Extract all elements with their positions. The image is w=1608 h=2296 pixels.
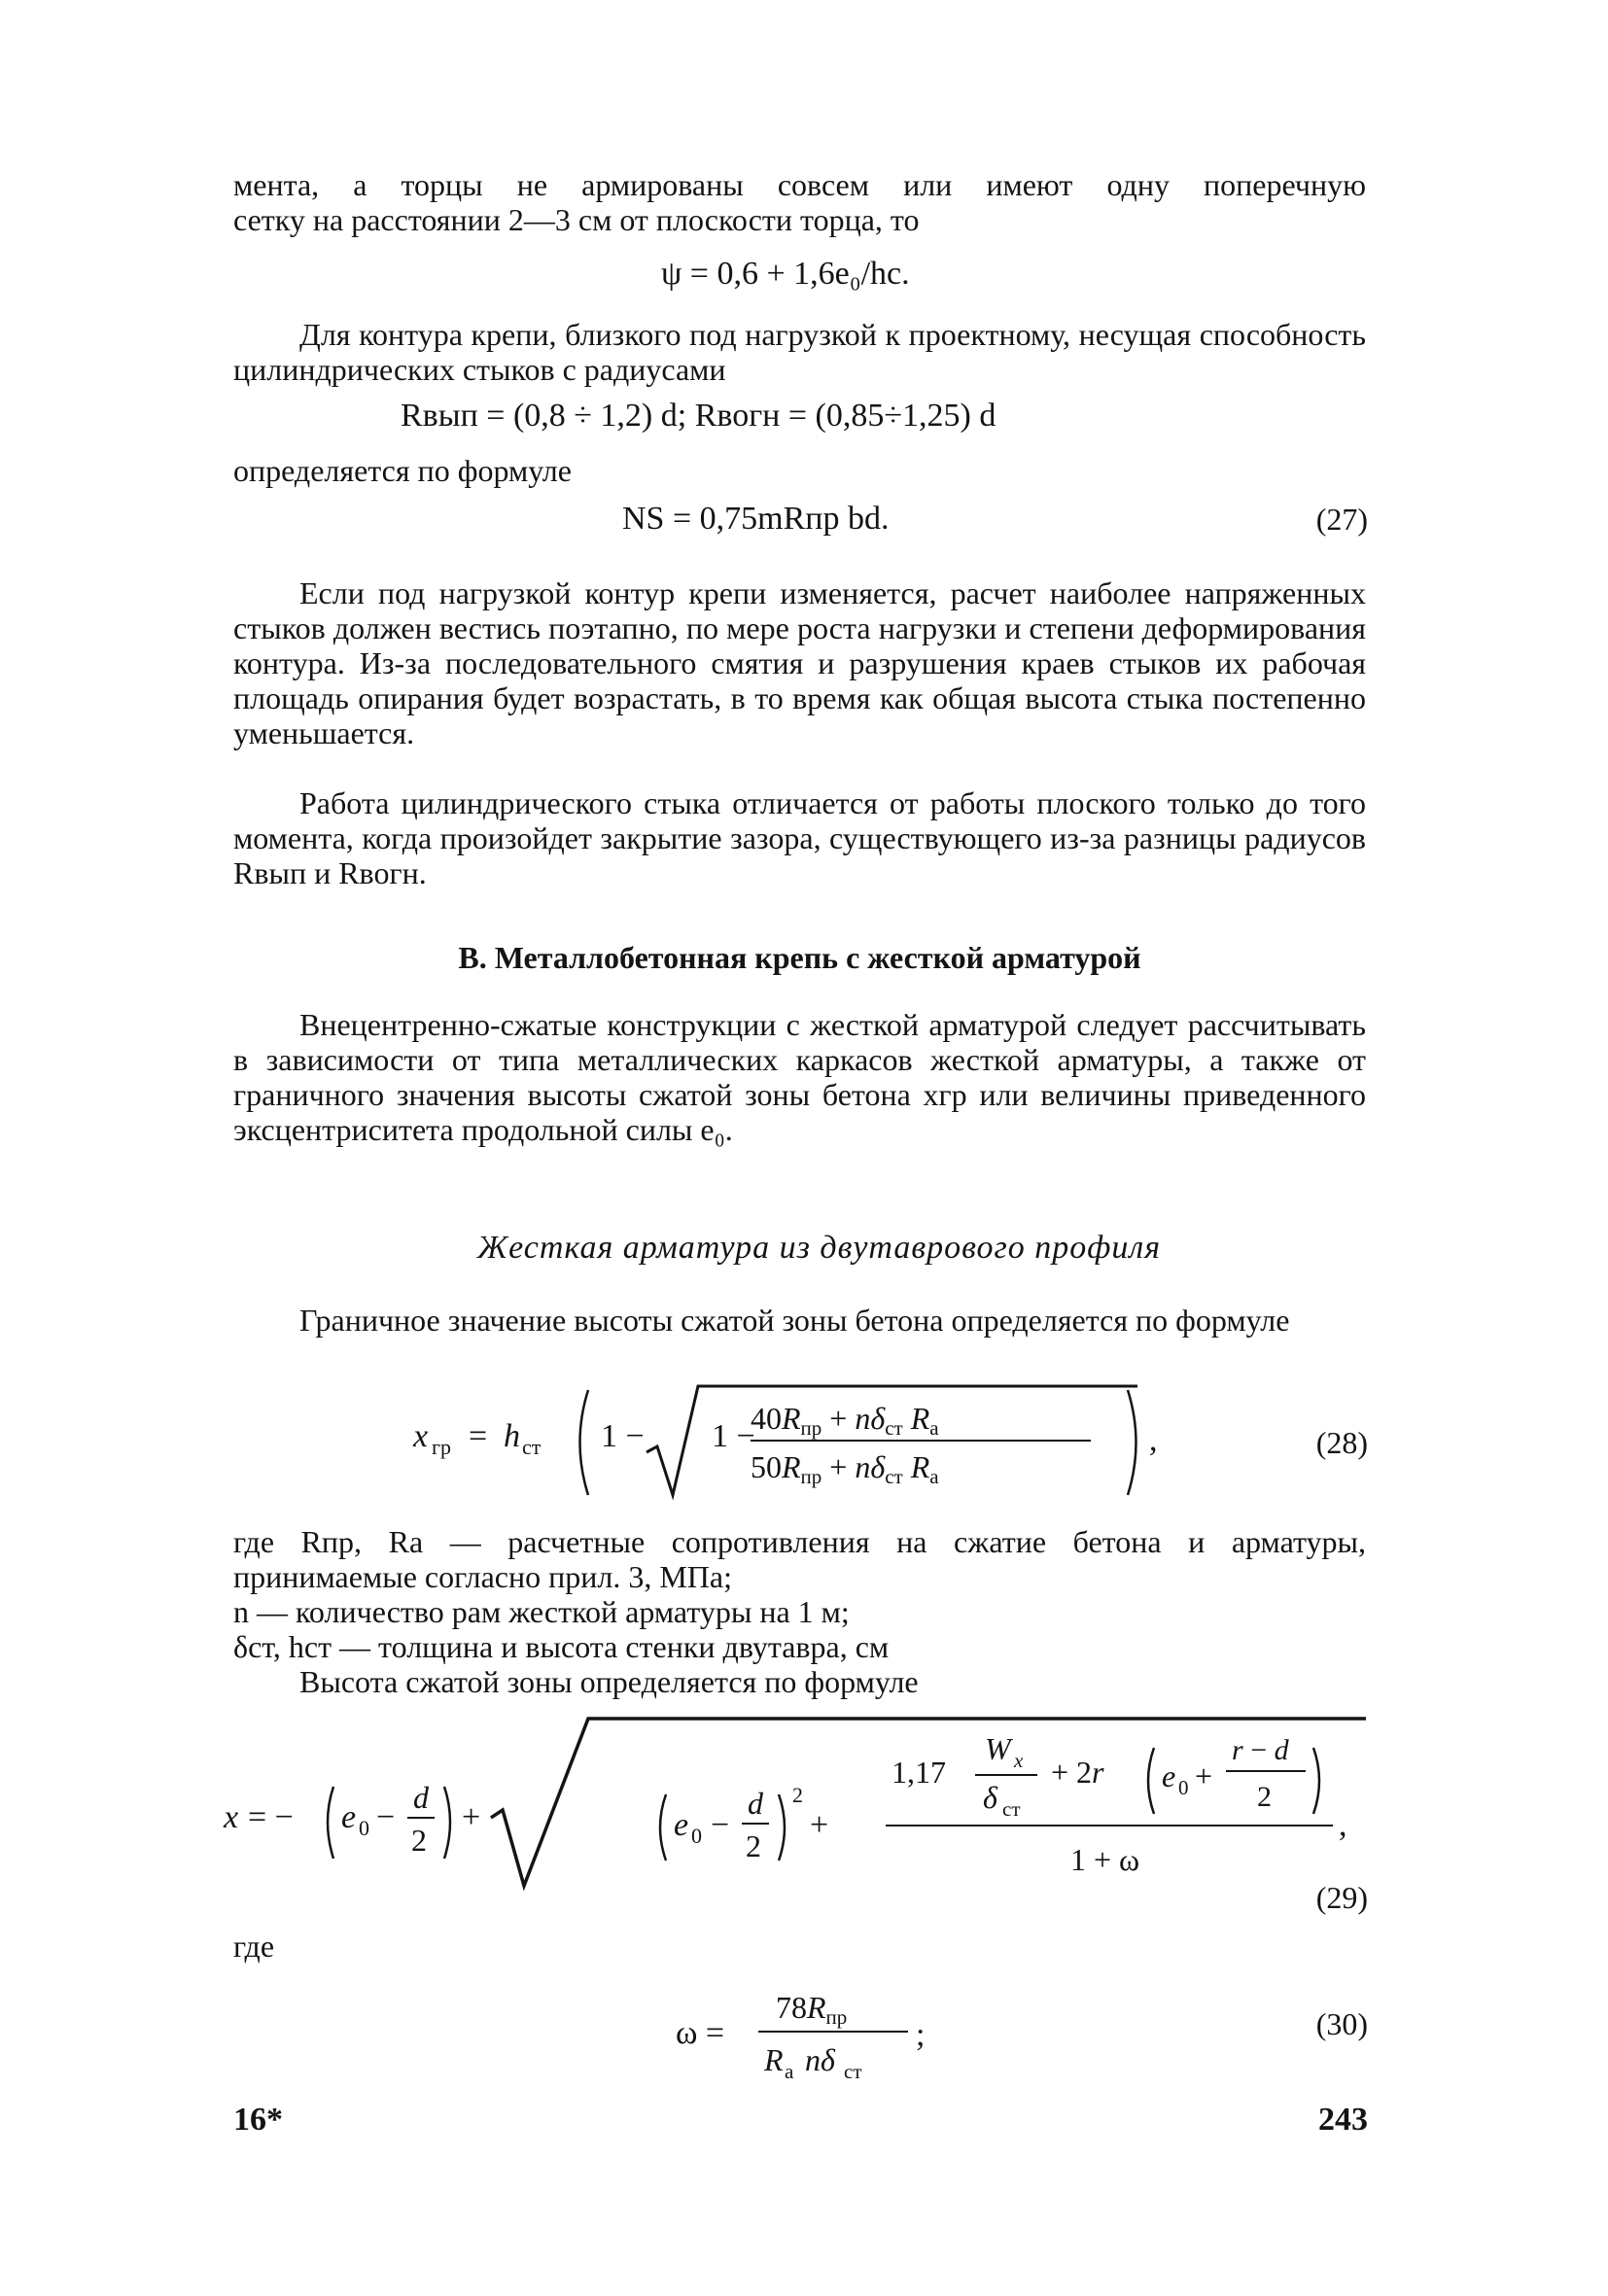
svg-text:ст: ст xyxy=(1002,1797,1021,1821)
svg-text:=: = xyxy=(469,1418,488,1454)
svg-text:,: , xyxy=(1339,1807,1347,1843)
paragraph-text: Работа цилиндрического стыка отличается от работы плоского только до того момента, когда произойдет закрытие зазора, существующего из-за разницы радиусов Rвып и Rвогн. xyxy=(233,785,1366,890)
svg-text:40Rпр + nδст Rа: 40Rпр + nδст Rа xyxy=(751,1401,939,1440)
formula-28 xyxy=(389,1380,1186,1507)
subsection-heading: Жесткая арматура из двутаврового профиля xyxy=(476,1230,1162,1266)
svg-text:2: 2 xyxy=(411,1823,427,1858)
paragraph-text: Внецентренно-сжатые конструкции с жесткой арматурой следует рассчитывать в зависимости от типа металлических каркасов жесткой арматуры, а также от граничного значения высоты сжатой зоны бетона xгр или величины приведенного эксцентриситета продольной силы e₀. xyxy=(233,1007,1366,1147)
section-heading: В. Металлобетонная крепь с жесткой арматурой xyxy=(458,940,1141,975)
svg-text:ω =: ω = xyxy=(676,2015,725,2051)
svg-text:e: e xyxy=(674,1807,689,1843)
svg-text:гр: гр xyxy=(432,1435,452,1459)
svg-text:r − d: r − d xyxy=(1232,1734,1289,1766)
svg-text:δ: δ xyxy=(983,1780,997,1815)
svg-text:1 −: 1 − xyxy=(712,1418,755,1454)
svg-text:;: ; xyxy=(916,2017,926,2053)
paragraph-eccentric xyxy=(233,1007,1366,1147)
svg-text:e: e xyxy=(341,1799,357,1835)
paragraph-stepwise xyxy=(233,575,1366,750)
svg-text:2: 2 xyxy=(746,1828,761,1863)
paragraph-continuation xyxy=(233,167,1366,237)
svg-text:W: W xyxy=(985,1731,1011,1766)
svg-text:2: 2 xyxy=(1257,1781,1272,1813)
svg-text:e: e xyxy=(1162,1758,1176,1793)
equation-number-27: (27) xyxy=(1315,502,1368,537)
formula-psi-text: ψ = 0,6 + 1,6e₀/hc. xyxy=(661,256,910,292)
svg-text:x: x xyxy=(1014,1749,1024,1772)
page-number: 243 xyxy=(1318,2102,1368,2138)
svg-text:nδ: nδ xyxy=(805,2042,835,2077)
svg-text:+: + xyxy=(1195,1758,1213,1793)
equation-number-30: (30) xyxy=(1315,2006,1368,2041)
paragraph-text: Граничное значение высоты сжатой зоны бетона определяется по формуле xyxy=(299,1303,1290,1338)
formula-27 xyxy=(622,500,889,539)
paragraph-text: Если под нагрузкой контур крепи изменяется, расчет наиболее напряженных стыков должен вестись поэтапно, по мере роста нагрузки и степени деформирования контура. Из-за последовательного смятия и разрушения краев стыков их рабочая площадь опирания будет возрастать, в то время как общая высота стыка постепенно уменьшается. xyxy=(233,575,1366,750)
svg-text:ст: ст xyxy=(522,1435,542,1459)
definition-line: где Rпр, Rа — расчетные сопротивления на сжатие бетона и арматуры, принимаемые согласно прил. 3, МПа; xyxy=(233,1524,1366,1594)
paragraph-text: определяется по формуле xyxy=(233,453,572,488)
svg-text:d: d xyxy=(413,1780,429,1815)
svg-text:d: d xyxy=(748,1786,763,1821)
formula-27-text: NS = 0,75mRпр bd. xyxy=(622,501,890,537)
svg-text:−: − xyxy=(376,1799,396,1835)
formula-radii-text: Rвып = (0,8 ÷ 1,2) d; Rвогн = (0,85÷1,25) d xyxy=(401,398,996,434)
paragraph-boundary-value xyxy=(233,1303,1366,1338)
signature-mark: 16* xyxy=(233,2102,283,2138)
svg-text:ст: ст xyxy=(844,2060,862,2083)
paragraph-cylindrical-joint xyxy=(233,785,1366,890)
svg-text:1 + ω: 1 + ω xyxy=(1070,1842,1140,1877)
svg-text:0: 0 xyxy=(1178,1776,1189,1799)
svg-text:,: , xyxy=(1149,1422,1158,1458)
svg-text:а: а xyxy=(785,2060,794,2083)
svg-text:1,17: 1,17 xyxy=(891,1755,946,1790)
definition-line: n — количество рам жесткой арматуры на 1 м; xyxy=(233,1594,850,1629)
definitions-block xyxy=(233,1524,1366,1699)
formula-psi xyxy=(661,255,910,294)
paragraph-text: Высота сжатой зоны определяется по формуле xyxy=(299,1664,919,1699)
svg-text:78Rпр: 78Rпр xyxy=(776,1990,848,2029)
svg-text:R: R xyxy=(764,2042,784,2077)
svg-text:+ 2r: + 2r xyxy=(1051,1755,1104,1790)
svg-text:1 −: 1 − xyxy=(601,1418,645,1454)
svg-text:0: 0 xyxy=(359,1816,369,1840)
paragraph-bearing-capacity xyxy=(233,317,1366,387)
equation-number-29: (29) xyxy=(1315,1880,1368,1915)
svg-text:0: 0 xyxy=(691,1824,702,1848)
svg-text:2: 2 xyxy=(792,1783,803,1807)
svg-text:x: x xyxy=(413,1418,429,1454)
paragraph-determined xyxy=(233,453,1366,488)
formula-29 xyxy=(219,1713,1376,1907)
formula-30 xyxy=(671,1977,962,2084)
svg-text:−: − xyxy=(711,1807,730,1843)
text-line: мента, а торцы не армированы совсем или имеют одну поперечную xyxy=(233,167,1366,202)
definition-line: δст, hст — толщина и высота стенки двутавра, см xyxy=(233,1629,890,1664)
svg-text:= −: = − xyxy=(248,1799,294,1835)
where-label-block xyxy=(233,1929,1366,1964)
where-label: где xyxy=(233,1929,275,1964)
text-line: сетку на расстоянии 2—3 см от плоскости торца, то xyxy=(233,202,920,237)
svg-text:+: + xyxy=(810,1807,829,1843)
equation-number-28: (28) xyxy=(1315,1425,1368,1460)
svg-text:x: x xyxy=(224,1799,239,1835)
formula-radii xyxy=(401,397,996,435)
svg-text:h: h xyxy=(504,1418,520,1454)
svg-text:+: + xyxy=(462,1799,481,1835)
paragraph-text: Для контура крепи, близкого под нагрузкой к проектному, несущая способность цилиндрических стыков с радиусами xyxy=(233,317,1366,387)
svg-text:50Rпр + nδст Rа: 50Rпр + nδст Rа xyxy=(751,1449,939,1488)
